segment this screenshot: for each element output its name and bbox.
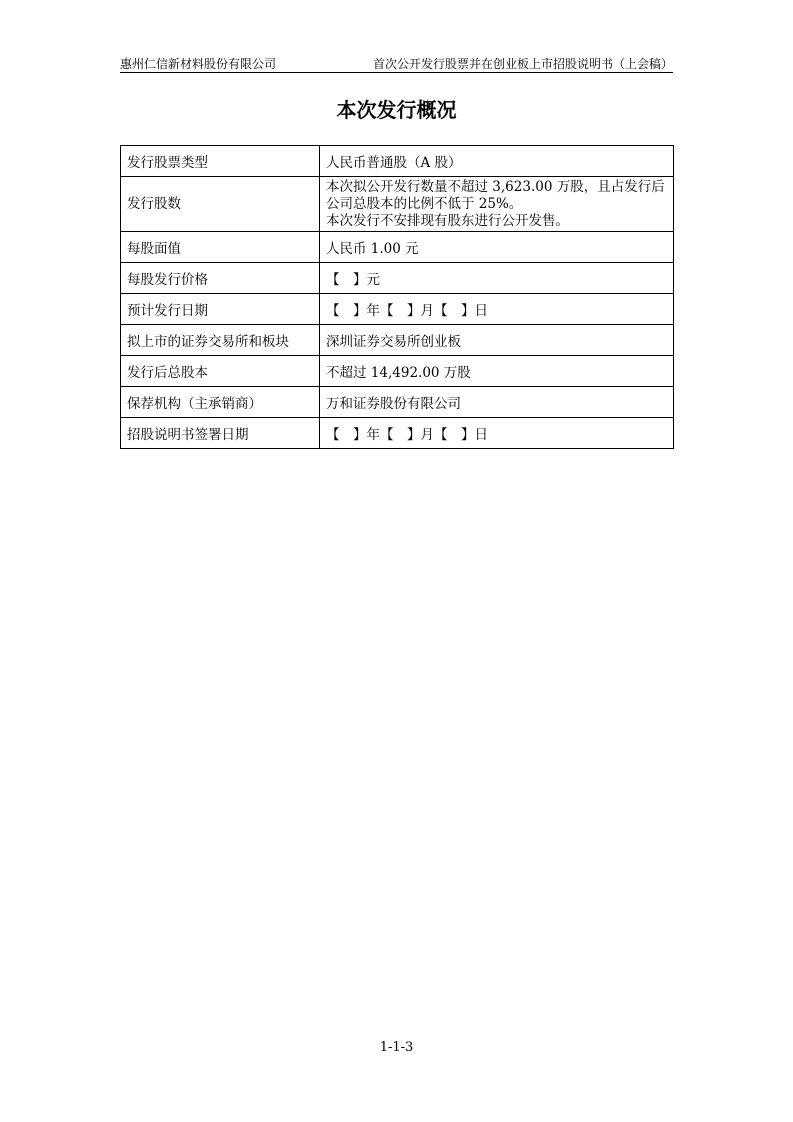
offering-summary-table — [120, 145, 674, 449]
header-divider — [120, 72, 673, 73]
row-label: 保荐机构（主承销商） — [121, 387, 320, 418]
value-line: 【 】年【 】月【 】日 — [326, 303, 488, 319]
table-row — [121, 146, 674, 177]
row-value — [320, 356, 674, 387]
table-row — [121, 177, 674, 232]
row-label: 发行股票类型 — [121, 146, 320, 177]
row-label: 预计发行日期 — [121, 294, 320, 325]
row-label: 招股说明书签署日期 — [121, 418, 320, 449]
value-line: 不超过 14,492.00 万股 — [326, 365, 471, 381]
value-line: 万和证券股份有限公司 — [326, 396, 461, 412]
row-value — [320, 418, 674, 449]
table-row — [121, 418, 674, 449]
row-value — [320, 146, 674, 177]
table-row — [121, 356, 674, 387]
table-row — [121, 325, 674, 356]
row-label: 发行后总股本 — [121, 356, 320, 387]
page-title: 本次发行概况 — [336, 98, 457, 122]
header-company: 惠州仁信新材料股份有限公司 — [120, 57, 277, 71]
value-line: 本次拟公开发行数量不超过 3,623.00 万股，且占发行后 — [326, 178, 665, 195]
value-line: 深圳证券交易所创业板 — [326, 334, 461, 350]
header-document-title: 首次公开发行股票并在创业板上市招股说明书（上会稿） — [372, 57, 673, 71]
table-row — [121, 294, 674, 325]
value-line: 人民币普通股（A 股） — [326, 155, 462, 171]
row-value — [320, 232, 674, 263]
value-line: 【 】元 — [326, 272, 380, 288]
table-row — [121, 232, 674, 263]
row-value — [320, 177, 674, 232]
table-row — [121, 263, 674, 294]
table-row — [121, 387, 674, 418]
row-label: 每股发行价格 — [121, 263, 320, 294]
row-value — [320, 325, 674, 356]
page-number: 1-1-3 — [379, 1040, 414, 1055]
row-label: 发行股数 — [121, 177, 320, 232]
value-line: 【 】年【 】月【 】日 — [326, 427, 488, 443]
row-label: 每股面值 — [121, 232, 320, 263]
value-line: 公司总股本的比例不低于 25%。 — [326, 195, 523, 212]
value-line: 本次发行不安排现有股东进行公开发售。 — [326, 212, 569, 229]
row-label: 拟上市的证券交易所和板块 — [121, 325, 320, 356]
row-value — [320, 387, 674, 418]
row-value — [320, 263, 674, 294]
value-line: 人民币 1.00 元 — [326, 241, 419, 257]
row-value — [320, 294, 674, 325]
